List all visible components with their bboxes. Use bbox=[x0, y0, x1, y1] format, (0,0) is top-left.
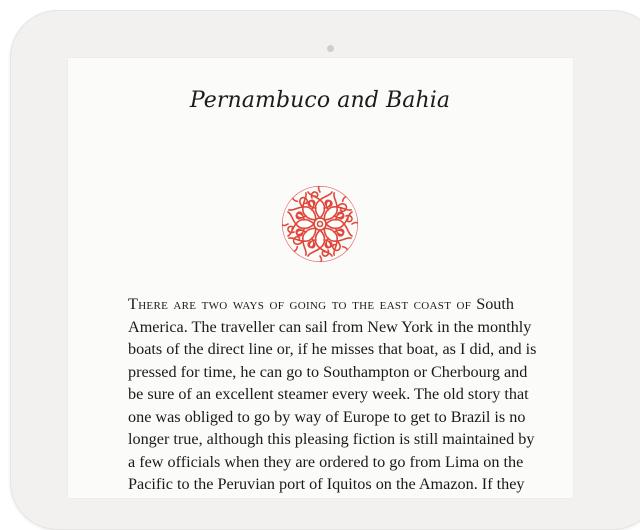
text-line-7: longer true, although this pleasing fiction is still maintained by bbox=[128, 430, 535, 448]
opening-smallcaps: There are two ways of going to the east coast of bbox=[128, 295, 472, 313]
chapter-title: Pernambuco and Bahia bbox=[189, 88, 451, 113]
text-line-4: pressed for time, he can go to Southampton or Cherbourg and bbox=[128, 362, 528, 381]
text-line-9: Pacific to the Peruvian port of Iquitos on the Amazon. If they bbox=[128, 475, 525, 493]
text-line-8: a few officials when they are ordered to go from Lima on the bbox=[128, 452, 524, 471]
chapter-body-text bbox=[128, 293, 537, 496]
ornamental-rosette-icon bbox=[280, 184, 360, 264]
text-line-1: There are two ways of going to the east coast of South bbox=[128, 295, 514, 313]
text-line-6: one was obliged to go by way of Europe to get to Brazil is no bbox=[128, 407, 526, 426]
text-line-2: America. The traveller can sail from New York in the monthly bbox=[128, 317, 532, 336]
text-line-3: boats of the direct line or, if he misses that boat, as I did, and is bbox=[128, 340, 537, 358]
text-line-5: be sure of an excellent steamer every week. The old story that bbox=[128, 385, 529, 403]
front-camera bbox=[327, 45, 334, 52]
